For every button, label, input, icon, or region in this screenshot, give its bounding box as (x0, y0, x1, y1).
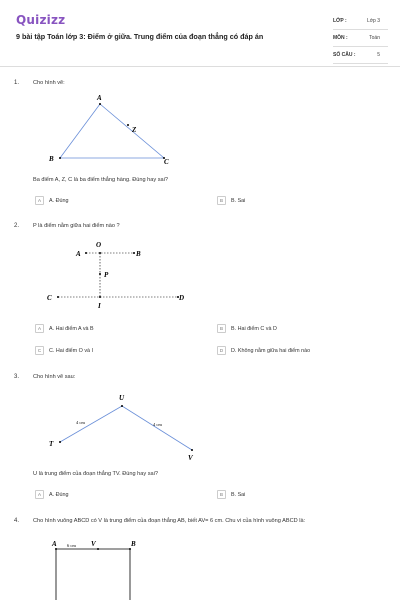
option-c[interactable] (35, 346, 93, 355)
length-label: 4 cm (76, 420, 85, 425)
question-prompt: Cho hình vuông ABCD có V là trung điểm của đoạn thẳng AB, biết AV= 6 cm. Chu vi của hình vuông ABCD là: (33, 518, 306, 524)
option-text: A. Đúng (49, 197, 69, 204)
point-label: Z (132, 126, 137, 134)
meta-key: MÔN : (333, 35, 348, 41)
question-number: 4. (14, 518, 20, 524)
option-letter: A (35, 196, 44, 205)
point-label: O (96, 241, 102, 249)
option-text: B. Hai điểm C và D (231, 325, 277, 332)
option-letter: C (35, 346, 44, 355)
option-letter: A (35, 324, 44, 333)
point-label: P (104, 271, 109, 279)
option-text: D. Không nằm giữa hai điểm nào (231, 347, 311, 354)
document-title: 9 bài tập Toán lớp 3: Điểm ở giữa. Trung điểm của đoạn thẳng có đáp án (16, 32, 264, 41)
point-label: C (47, 294, 52, 302)
point-label: A (52, 540, 57, 548)
option-a[interactable] (35, 324, 94, 333)
point-label: B (49, 155, 54, 163)
meta-value: Toán (369, 35, 380, 41)
meta-row-grade (333, 16, 388, 30)
meta-value: 5 (377, 52, 380, 58)
point-label: A (76, 250, 81, 258)
option-letter: A (35, 490, 44, 499)
option-letter: D (217, 346, 226, 355)
question-number: 1. (14, 80, 20, 86)
point-label: A (97, 94, 102, 102)
option-d[interactable] (217, 346, 310, 355)
option-text: A. Đúng (49, 491, 69, 498)
point-label: U (119, 394, 125, 402)
meta-row-subject (333, 33, 388, 47)
header-divider (0, 66, 400, 67)
triangle-figure (40, 94, 180, 166)
meta-row-count (333, 50, 388, 64)
point-label: B (136, 250, 141, 258)
length-label: 6 cm (67, 543, 76, 548)
quizizz-logo: Quizizz (16, 13, 66, 27)
question-number: 2. (14, 223, 20, 229)
option-letter: B (217, 324, 226, 333)
question-number: 3. (14, 374, 20, 380)
question-statement: Ba điểm A, Z, C là ba điểm thẳng hàng. Đúng hay sai? (33, 177, 168, 183)
option-text: C. Hai điểm O và I (49, 347, 94, 354)
option-b[interactable] (217, 324, 277, 333)
point-label: D (179, 294, 185, 302)
meta-panel (333, 16, 388, 67)
option-a[interactable] (35, 490, 68, 499)
option-letter: B (217, 490, 226, 499)
meta-key: LỚP : (333, 18, 347, 24)
point-label: T (49, 440, 54, 448)
angle-figure (40, 390, 210, 465)
length-label: 4 cm (153, 422, 162, 427)
option-text: A. Hai điểm A và B (49, 325, 94, 332)
option-b[interactable] (217, 196, 245, 205)
question-prompt: P là điểm nằm giữa hai điểm nào ? (33, 223, 120, 229)
point-label: C (164, 158, 169, 166)
option-a[interactable] (35, 196, 68, 205)
option-letter: B (217, 196, 226, 205)
point-label: V (188, 454, 193, 462)
question-prompt: Cho hình vẽ sau: (33, 374, 76, 380)
question-prompt: Cho hình vẽ: (33, 80, 65, 86)
option-text: B. Sai (231, 491, 246, 498)
point-label: I (98, 302, 101, 310)
point-label: V (91, 540, 96, 548)
point-label: B (131, 540, 136, 548)
meta-key: SỐ CÂU : (333, 52, 356, 58)
square-figure (40, 534, 150, 600)
option-text: B. Sai (231, 197, 246, 204)
segments-figure (40, 236, 200, 312)
meta-value: Lớp 3 (366, 18, 380, 24)
option-b[interactable] (217, 490, 245, 499)
question-statement: U là trung điểm của đoạn thẳng TV. Đúng hay sai? (33, 471, 159, 477)
